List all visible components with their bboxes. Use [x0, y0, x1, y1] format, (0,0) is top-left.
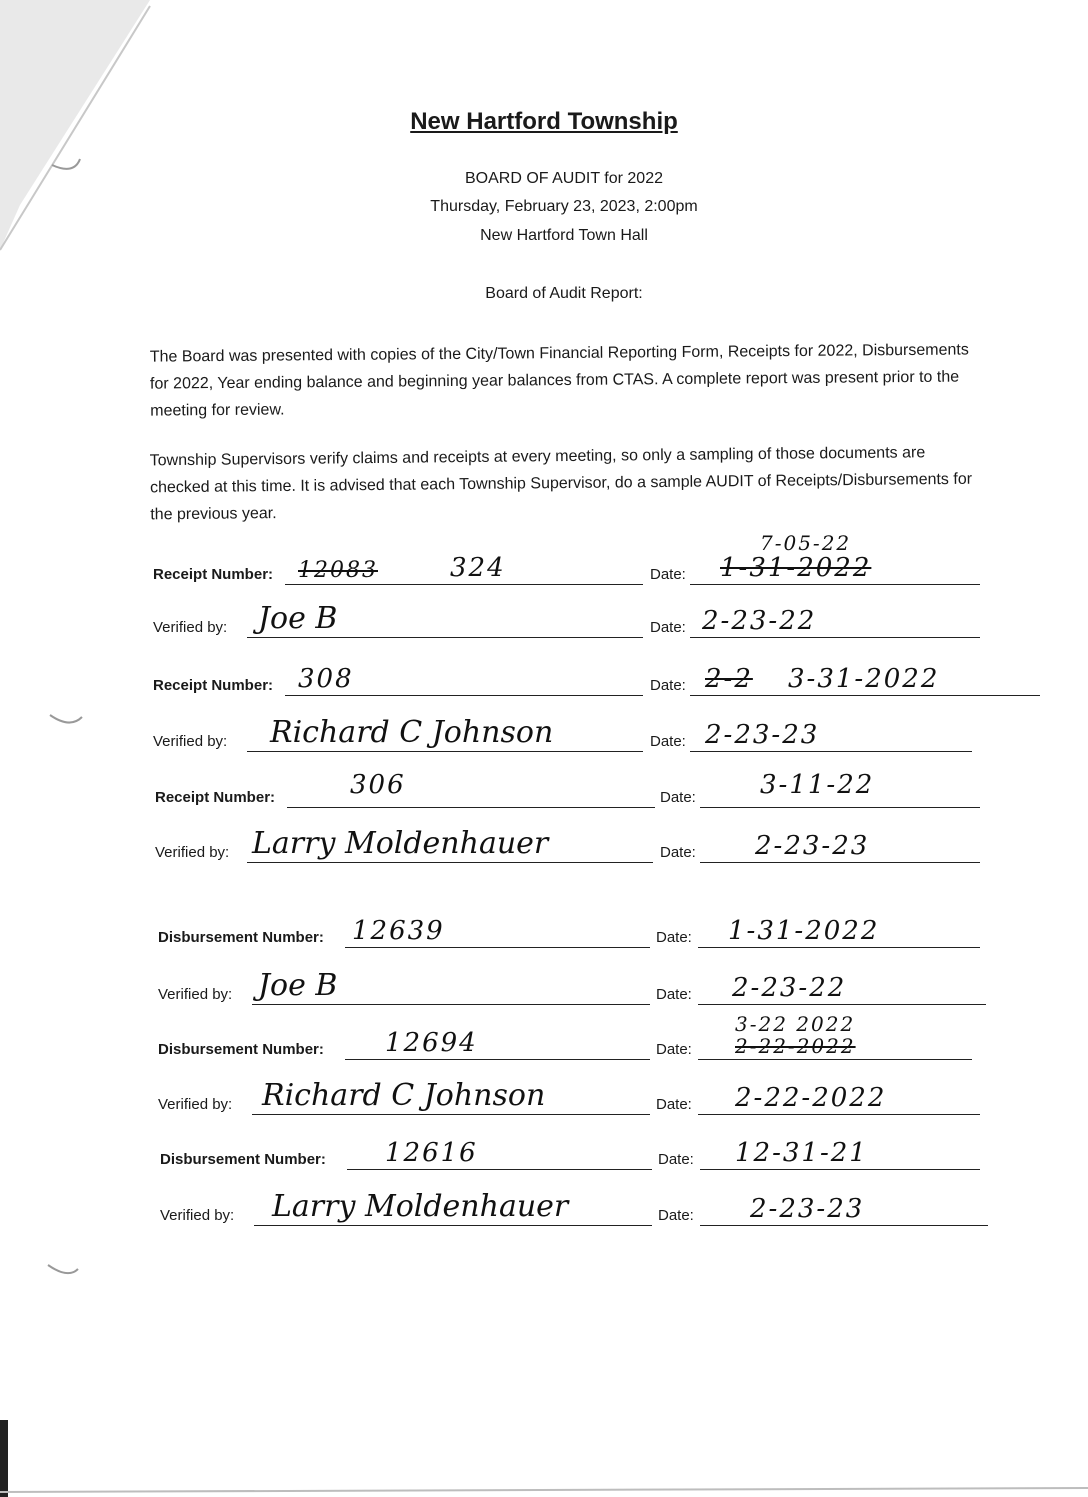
disbursement-row-2 — [0, 1012, 1088, 1060]
page-title: New Hartford Township — [410, 108, 678, 135]
receipt-date-struck: 2-2 — [705, 664, 753, 694]
date-line — [690, 584, 980, 585]
verified-by-line — [254, 1225, 652, 1226]
verified-row-3 — [0, 826, 1088, 863]
receipt-number-value: 308 — [298, 664, 354, 694]
verified-by-label: Verified by: — [160, 1207, 235, 1224]
disbursement-number-label: Disbursement Number: — [158, 929, 324, 946]
receipt-date-value: 3-31-2022 — [788, 664, 940, 694]
board-of-audit-line: BOARD OF AUDIT for 2022 — [465, 170, 663, 187]
disbursement-number-value: 12694 — [385, 1028, 478, 1058]
date-line — [700, 1169, 980, 1170]
verifier-signature: Larry Moldenhauer — [252, 826, 549, 861]
verified-by-line — [252, 1114, 650, 1115]
receipt-row-2 — [0, 666, 1088, 696]
verifier-signature: Richard C Johnson — [262, 1078, 546, 1113]
receipt-number-value: 324 — [450, 553, 506, 583]
report-heading: Board of Audit Report: — [485, 285, 643, 302]
disbursement-date-value: 12-31-21 — [735, 1138, 868, 1168]
date-line — [698, 947, 980, 948]
receipt-number-line — [285, 584, 643, 585]
disbursement-number-label: Disbursement Number: — [160, 1151, 326, 1168]
verified-by-line — [247, 637, 643, 638]
verified-row-4 — [0, 968, 1088, 1005]
disbursement-number-line — [345, 1059, 650, 1060]
receipt-number-struck: 12083 — [298, 558, 378, 583]
verified-date-value: 2-23-22 — [702, 606, 817, 636]
verifier-signature: Larry Moldenhauer — [272, 1189, 569, 1224]
date-label: Date: — [656, 1041, 692, 1058]
receipt-number-line — [287, 807, 655, 808]
date-label: Date: — [658, 1207, 694, 1224]
date-line — [700, 862, 980, 863]
date-line — [698, 1114, 980, 1115]
date-label: Date: — [656, 929, 692, 946]
verifier-signature: Richard C Johnson — [270, 715, 554, 750]
disbursement-number-line — [345, 947, 650, 948]
verified-by-line — [252, 1004, 650, 1005]
receipt-date-above: 7-05-22 — [760, 531, 852, 555]
hole-punch-mark-bottom — [48, 1265, 78, 1273]
date-label: Date: — [660, 789, 696, 806]
verified-date-value: 2-23-22 — [732, 973, 847, 1003]
verified-by-label: Verified by: — [153, 733, 228, 750]
verifier-signature: Joe B — [258, 601, 338, 636]
date-label: Date: — [656, 986, 692, 1003]
date-line — [690, 637, 980, 638]
verified-date-value: 2-23-23 — [705, 720, 820, 750]
receipt-number-value: 306 — [350, 770, 406, 800]
receipt-number-label: Receipt Number: — [155, 789, 276, 806]
receipt-row-1 — [0, 531, 1088, 585]
receipt-row-3 — [0, 770, 1088, 808]
meeting-date-text: Thursday, February 23, 2023, 2:00pm — [430, 198, 698, 215]
receipt-number-label: Receipt Number: — [153, 677, 274, 694]
date-line — [700, 1225, 988, 1226]
verified-by-line — [247, 862, 653, 863]
verified-row-2 — [0, 715, 1088, 752]
date-label: Date: — [656, 1096, 692, 1113]
location-line: New Hartford Town Hall — [480, 227, 648, 244]
disbursement-date-value: 1-31-2022 — [728, 916, 880, 946]
date-label: Date: — [650, 619, 686, 636]
verified-by-label: Verified by: — [158, 1096, 233, 1113]
verified-by-label: Verified by: — [155, 844, 230, 861]
disbursement-row-3 — [0, 1140, 1088, 1170]
date-label: Date: — [650, 566, 686, 583]
verified-row-6 — [0, 1189, 1088, 1226]
date-label: Date: — [660, 844, 696, 861]
verified-date-value: 2-22-2022 — [735, 1083, 887, 1113]
verified-row-1 — [0, 601, 1088, 638]
date-label: Date: — [658, 1151, 694, 1168]
meeting-date-line — [0, 198, 1088, 216]
disbursement-number-value: 12639 — [352, 916, 445, 946]
verified-row-5 — [0, 1078, 1088, 1115]
verifier-signature: Joe B — [258, 968, 338, 1003]
disbursement-number-line — [347, 1169, 652, 1170]
disbursement-number-label: Disbursement Number: — [158, 1041, 324, 1058]
verified-by-label: Verified by: — [158, 986, 233, 1003]
receipt-date-struck: 1-31-2022 — [720, 553, 872, 583]
paragraph-supervisors: Township Supervisors verify claims and receipts at every meeting, so only a sampling of those documents are checked at this time. It is advised that each Township Supervisor, do a sample AUDIT of Receipts/Disbursements for the previous year. — [149, 444, 973, 524]
receipt-date-value: 3-11-22 — [760, 770, 875, 800]
disbursement-number-value: 12616 — [385, 1138, 478, 1168]
receipt-number-label: Receipt Number: — [153, 566, 274, 583]
receipt-number-line — [285, 695, 643, 696]
disbursement-date-above: 3-22 2022 — [735, 1012, 856, 1036]
date-label: Date: — [650, 677, 686, 694]
verified-by-label: Verified by: — [153, 619, 228, 636]
date-label: Date: — [650, 733, 686, 750]
date-line — [690, 751, 972, 752]
date-line — [698, 1059, 972, 1060]
date-line — [700, 807, 980, 808]
verified-date-value: 2-23-23 — [755, 831, 870, 861]
disbursement-row-1 — [0, 918, 1088, 948]
date-line — [690, 695, 1040, 696]
date-line — [698, 1004, 986, 1005]
verified-by-line — [247, 751, 643, 752]
disbursement-date-struck: 2-22-2022 — [735, 1034, 856, 1058]
paragraph-presented: The Board was presented with copies of the City/Town Financial Reporting Form, Receipts for 2022, Disbursements for 2022, Year ending balance and beginning year balances from CTAS. A complete report was present prior to the meeting for review. — [149, 341, 969, 420]
verified-date-value: 2-23-23 — [750, 1194, 865, 1224]
